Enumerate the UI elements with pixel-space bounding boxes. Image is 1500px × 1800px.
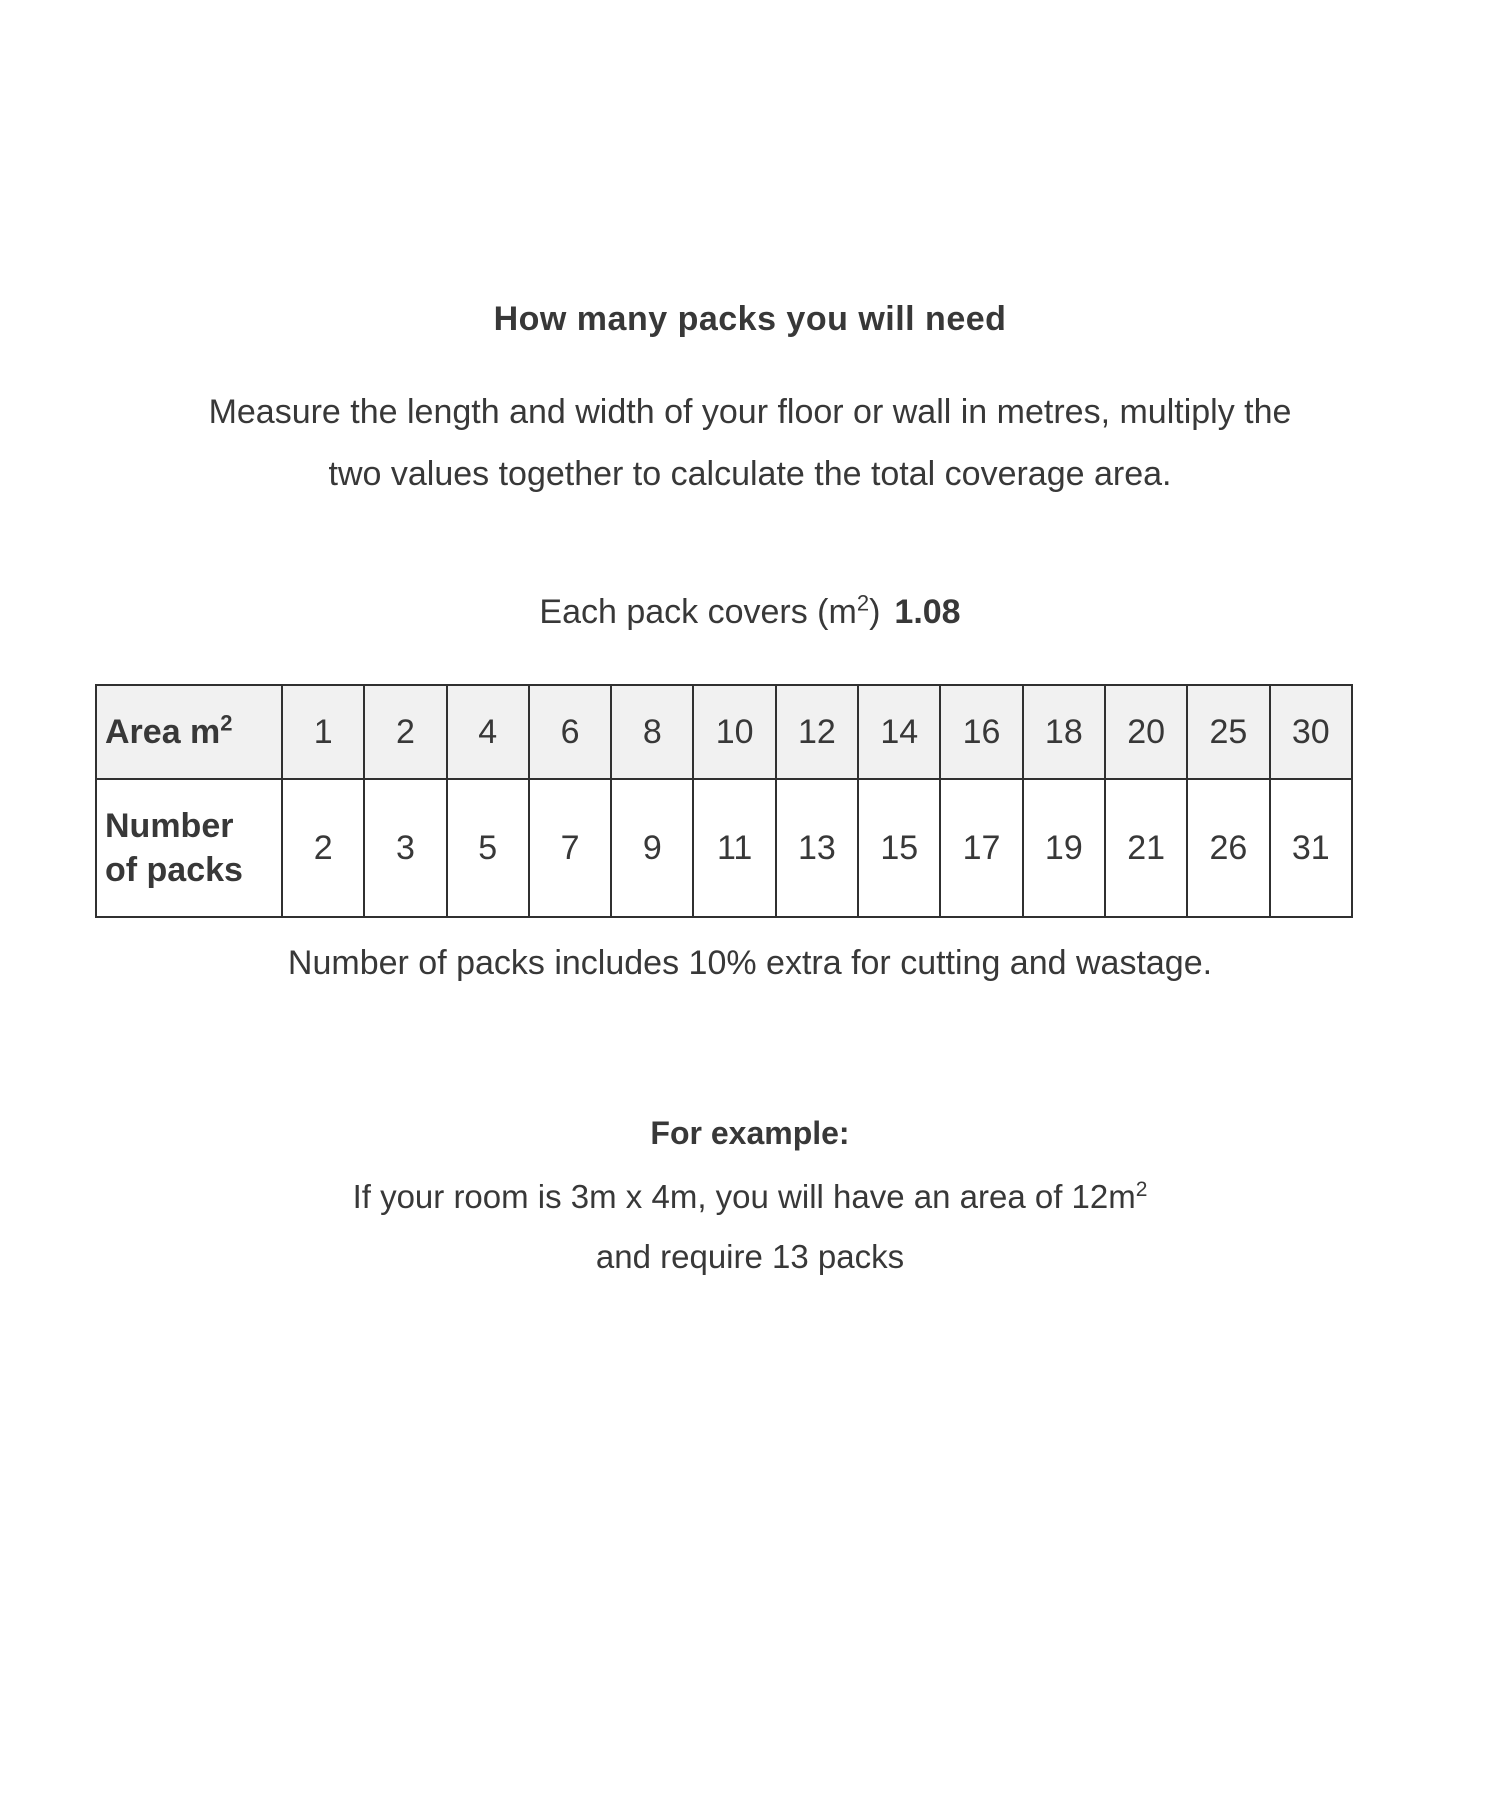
packs-row bbox=[96, 779, 1352, 917]
packs-cell: 17 bbox=[940, 779, 1022, 917]
coverage-line bbox=[0, 590, 1500, 632]
area-cell: 10 bbox=[693, 685, 775, 779]
area-cell: 14 bbox=[858, 685, 940, 779]
coverage-superscript: 2 bbox=[856, 590, 870, 616]
packs-header-line-1: Number bbox=[105, 807, 234, 845]
area-cell: 8 bbox=[611, 685, 693, 779]
area-cell: 6 bbox=[529, 685, 611, 779]
example-heading: For example: bbox=[650, 1115, 850, 1151]
area-cell: 12 bbox=[776, 685, 858, 779]
packs-cell: 7 bbox=[529, 779, 611, 917]
area-cell: 4 bbox=[447, 685, 529, 779]
area-header-label: Area m bbox=[105, 712, 221, 751]
packs-cell: 11 bbox=[693, 779, 775, 917]
area-cell: 2 bbox=[364, 685, 446, 779]
coverage-label-suffix: ) bbox=[869, 593, 881, 631]
coverage-value: 1.08 bbox=[894, 593, 961, 631]
example-line-1 bbox=[0, 1178, 1500, 1216]
area-header-superscript: 2 bbox=[220, 710, 233, 736]
wastage-note: Number of packs includes 10% extra for cutting and wastage. bbox=[287, 944, 1213, 982]
intro-paragraph bbox=[0, 381, 1500, 505]
packs-cell: 3 bbox=[364, 779, 446, 917]
packs-cell: 9 bbox=[611, 779, 693, 917]
packs-cell: 15 bbox=[858, 779, 940, 917]
packs-header-cell bbox=[96, 779, 282, 917]
packs-cell: 2 bbox=[282, 779, 364, 917]
area-cell: 18 bbox=[1023, 685, 1105, 779]
packs-cell: 31 bbox=[1270, 779, 1352, 917]
packs-cell: 26 bbox=[1187, 779, 1269, 917]
page-title: How many packs you will need bbox=[493, 300, 1007, 338]
area-cell: 25 bbox=[1187, 685, 1269, 779]
packs-header-line-2: of packs bbox=[105, 851, 243, 889]
example-line-2: and require 13 packs bbox=[595, 1238, 905, 1275]
area-cell: 1 bbox=[282, 685, 364, 779]
coverage-label-prefix: Each pack covers (m bbox=[539, 593, 857, 631]
area-header-cell bbox=[96, 685, 282, 779]
page bbox=[0, 300, 1500, 1800]
area-cell: 16 bbox=[940, 685, 1022, 779]
area-cell: 30 bbox=[1270, 685, 1352, 779]
intro-line-1: Measure the length and width of your floor or wall in metres, multiply the bbox=[208, 393, 1292, 431]
packs-cell: 13 bbox=[776, 779, 858, 917]
packs-cell: 19 bbox=[1023, 779, 1105, 917]
example-line-1-superscript: 2 bbox=[1135, 1178, 1148, 1201]
area-cell: 20 bbox=[1105, 685, 1187, 779]
packs-table bbox=[95, 684, 1353, 918]
packs-cell: 5 bbox=[447, 779, 529, 917]
intro-line-2: two values together to calculate the total coverage area. bbox=[328, 455, 1172, 493]
area-row bbox=[96, 685, 1352, 779]
packs-cell: 21 bbox=[1105, 779, 1187, 917]
example-line-1-text: If your room is 3m x 4m, you will have an area of 12m bbox=[352, 1178, 1136, 1215]
